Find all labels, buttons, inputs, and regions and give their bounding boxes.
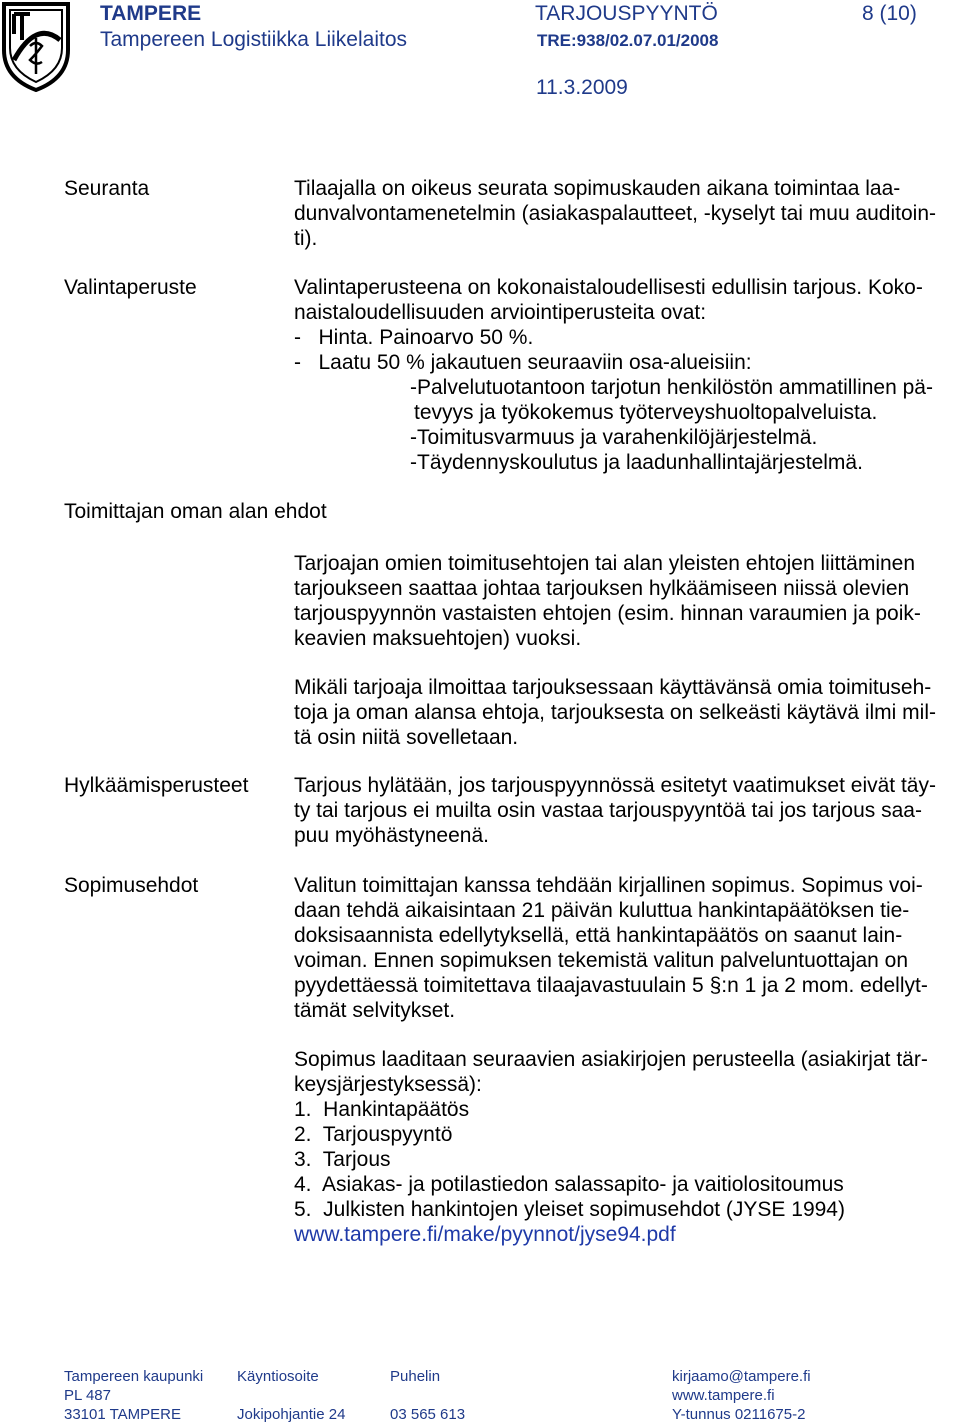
text-line: tarjouspyynnön vastaisten ehtojen (esim. hinnan varaumien ja poik- — [294, 602, 921, 625]
footer-line: Puhelin — [390, 1368, 441, 1385]
text-line: daan tehdä aikaisintaan 21 päivän kuluttua hankintapäätöksen tie- — [294, 899, 910, 922]
header-date: 11.3.2009 — [536, 76, 628, 99]
laatu-subitems — [410, 375, 933, 475]
sub-item: -Toimitusvarmuus ja varahenkilöjärjestelmä. — [410, 426, 818, 449]
text-line: dunvalvontamenetelmin (asiakaspalautteet, -kyselyt tai muu auditoin- — [294, 202, 937, 225]
text-line: Tarjoajan omien toimitusehtojen tai alan yleisten ehtojen liittäminen — [294, 552, 916, 575]
text-line: Valintaperusteena on kokonaistaloudellisesti edullisin tarjous. Koko- — [294, 276, 923, 299]
jyse-link[interactable]: www.tampere.fi/make/pyynnot/jyse94.pdf — [294, 1223, 676, 1246]
label-hylkaamisperusteet: Hylkäämisperusteet — [64, 774, 249, 797]
footer-line: 03 565 613 — [390, 1406, 466, 1423]
bullet-laatu: - Laatu 50 % jakautuen seuraaviin osa-alueisiin: — [294, 351, 752, 374]
text-line: Tarjous hylätään, jos tarjouspyynnössä esitetyt vaatimukset eivät täy- — [294, 774, 936, 797]
text-line: pyydettäessä toimitettava tilaajavastuulain 5 §:n 1 ja 2 mom. edellyt- — [294, 974, 928, 997]
list-item: 5. Julkisten hankintojen yleiset sopimusehdot (JYSE 1994) — [294, 1198, 845, 1221]
toimittajan-para1 — [294, 551, 921, 651]
header-org: TAMPERE — [100, 2, 202, 25]
list-item: 2. Tarjouspyyntö — [294, 1123, 453, 1146]
seuranta-text — [294, 176, 936, 251]
label-valintaperuste: Valintaperuste — [64, 276, 197, 299]
header-unit: Tampereen Logistiikka Liikelaitos — [100, 28, 407, 51]
footer-line: Tampereen kaupunki — [64, 1368, 204, 1385]
footer-line: PL 487 — [64, 1387, 111, 1404]
text-line: keavien maksuehtojen) vuoksi. — [294, 627, 582, 650]
footer-email[interactable]: kirjaamo@tampere.fi — [672, 1368, 811, 1385]
footer-line: Jokipohjantie 24 — [237, 1406, 346, 1423]
footer-contact — [672, 1367, 811, 1424]
footer-phone — [390, 1367, 465, 1424]
text-line: ty tai tarjous ei muilta osin vastaa tarjouspyyntöä tai jos tarjous saa- — [294, 799, 922, 822]
label-seuranta: Seuranta — [64, 177, 150, 200]
tampere-coat-of-arms-icon — [0, 0, 72, 92]
text-line: tämät selvitykset. — [294, 999, 456, 1022]
text-line: tä osin niitä sovelletaan. — [294, 726, 519, 749]
text-line: ti). — [294, 227, 318, 250]
footer-address — [64, 1367, 203, 1424]
bullet-hinta: - Hinta. Painoarvo 50 %. — [294, 326, 534, 349]
label-toimittajan-ehdot: Toimittajan oman alan ehdot — [64, 500, 327, 523]
text-line: keysjärjestyksessä): — [294, 1073, 482, 1096]
list-item: 1. Hankintapäätös — [294, 1098, 470, 1121]
list-item: 3. Tarjous — [294, 1148, 391, 1171]
text-line: doksisaannista edellytyksellä, että hankintapäätös on saanut lain- — [294, 924, 903, 947]
sub-item: -Täydennyskoulutus ja laadunhallintajärjestelmä. — [410, 451, 863, 474]
list-item: 4. Asiakas- ja potilastiedon salassapito- ja vaitiolositoumus — [294, 1173, 844, 1196]
footer-spacer — [390, 1386, 465, 1405]
text-line: puu myöhästyneenä. — [294, 824, 489, 847]
footer-line: Käyntiosoite — [237, 1368, 319, 1385]
sopimusehdot-para2 — [294, 1047, 928, 1247]
text-line: Tilaajalla on oikeus seurata sopimuskauden aikana toimintaa laa- — [294, 177, 901, 200]
sub-item: tevyys ja työkokemus työterveyshuoltopalveluista. — [414, 401, 878, 424]
header-doc-type: TARJOUSPYYNTÖ — [535, 2, 718, 25]
text-line: voiman. Ennen sopimuksen tekemistä valitun palveluntuottajan on — [294, 949, 909, 972]
footer-spacer — [237, 1386, 345, 1405]
footer-line: Y-tunnus 0211675-2 — [672, 1406, 806, 1423]
valintaperuste-text — [294, 275, 923, 375]
sub-item: -Palvelutuotantoon tarjotun henkilöstön ammatillinen pä- — [410, 376, 933, 399]
text-line: Sopimus laaditaan seuraavien asiakirjojen perusteella (asiakirjat tär- — [294, 1048, 928, 1071]
hylkaamis-text — [294, 773, 936, 848]
header-ref: TRE:938/02.07.01/2008 — [537, 31, 719, 50]
text-line: tarjoukseen saattaa johtaa tarjouksen hylkäämiseen niissä olevien — [294, 577, 910, 600]
text-line: Valitun toimittajan kanssa tehdään kirjallinen sopimus. Sopimus voi- — [294, 874, 923, 897]
toimittajan-para2 — [294, 675, 936, 750]
footer-website[interactable]: www.tampere.fi — [672, 1387, 775, 1404]
text-line: toja ja oman alansa ehtoja, tarjouksesta on selkeästi käytävä ilmi mil- — [294, 701, 936, 724]
text-line: Mikäli tarjoaja ilmoittaa tarjouksessaan käyttävänsä omia toimituseh- — [294, 676, 932, 699]
footer-visiting — [237, 1367, 345, 1424]
label-sopimusehdot: Sopimusehdot — [64, 874, 199, 897]
header-page: 8 (10) — [862, 2, 917, 25]
sopimusehdot-para1 — [294, 873, 928, 1023]
footer-line: 33101 TAMPERE — [64, 1406, 182, 1423]
text-line: naistaloudellisuuden arviointiperusteita ovat: — [294, 301, 707, 324]
